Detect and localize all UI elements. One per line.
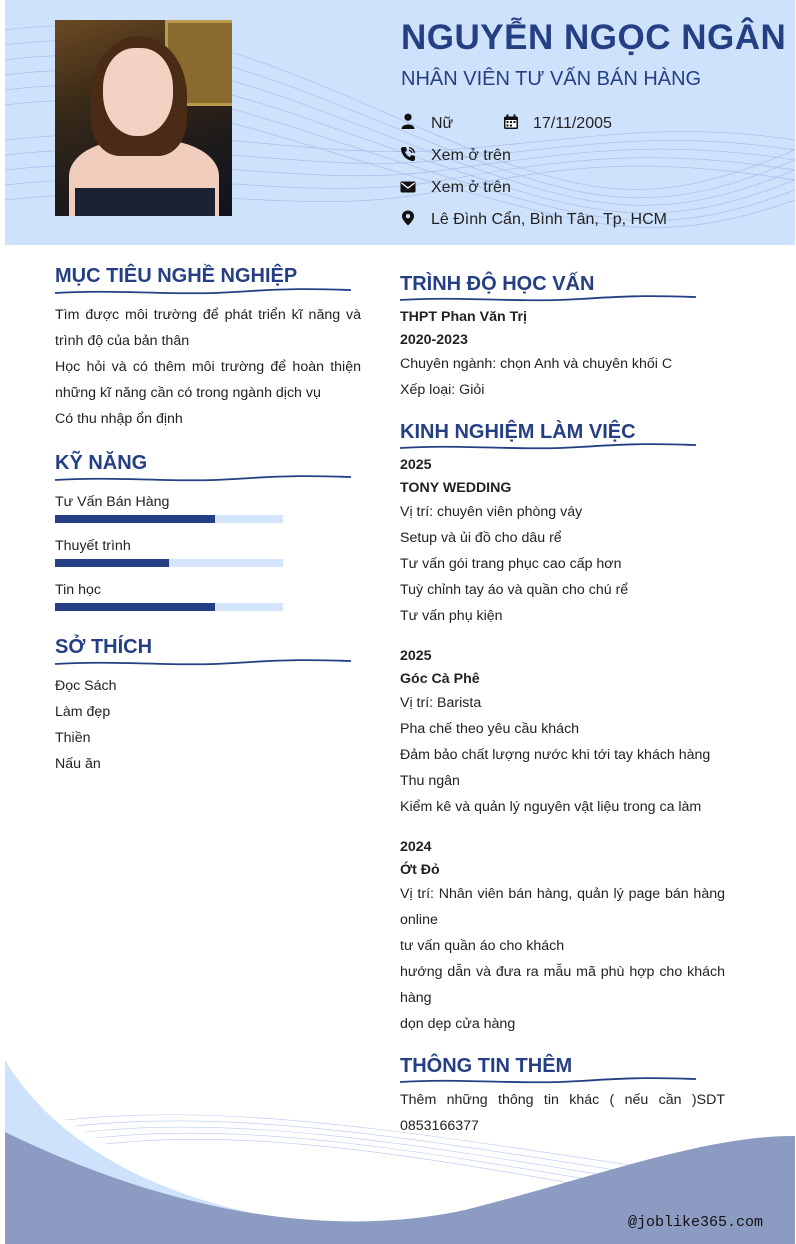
job-line: Đảm bảo chất lượng nước khi tới tay khách hàng [400, 747, 711, 763]
job-line: Vị trí: chuyên viên phòng váy [400, 504, 583, 520]
experience-underline [400, 442, 696, 452]
hobby-item: Thiền [55, 730, 91, 746]
job-line: Pha chế theo yêu cầu khách [400, 721, 580, 737]
skill-bar-2 [55, 559, 283, 567]
phone-icon [400, 146, 416, 162]
job-line: Kiểm kê và quản lý nguyên vật liệu trong ca làm [400, 799, 702, 815]
hobby-item: Đọc Sách [55, 678, 117, 694]
skill-bar-3 [55, 603, 283, 611]
skill-label-1: Tư Vấn Bán Hàng [55, 494, 170, 510]
education-underline [400, 294, 696, 304]
skill-bar-1 [55, 515, 283, 523]
job-line: Setup và ủi đồ cho dâu rể [400, 530, 562, 546]
extra-text: Thêm những thông tin khác ( nếu cần )SDT 0853166377 [400, 1092, 725, 1134]
objective-line-1: Tìm được môi trường để phát triển kĩ năng và trình độ của bản thân [55, 307, 361, 349]
phone-value: Xem ở trên [431, 147, 511, 164]
job-year: 2025 [400, 648, 432, 664]
objective-title: MỤC TIÊU NGHỀ NGHIỆP [55, 265, 298, 287]
skills-underline [55, 474, 351, 484]
hobbies-title: SỞ THÍCH [55, 636, 153, 658]
education-grade: Xếp loại: Giỏi [400, 382, 485, 398]
job-year: 2024 [400, 839, 432, 855]
gender-value: Nữ [431, 115, 454, 132]
job-line: tư vấn quần áo cho khách [400, 938, 565, 954]
candidate-title: NHÂN VIÊN TƯ VẤN BÁN HÀNG [401, 68, 702, 90]
job-company: Góc Cà Phê [400, 671, 480, 687]
education-school: THPT Phan Văn Trị [400, 309, 527, 325]
objective-underline [55, 287, 351, 297]
hobby-item: Nấu ăn [55, 756, 101, 772]
extra-title: THÔNG TIN THÊM [400, 1055, 573, 1077]
location-pin-icon [400, 210, 416, 226]
job-line: Tuỳ chỉnh tay áo và quần cho chú rể [400, 582, 629, 598]
skill-bar-fill-2 [55, 559, 169, 567]
watermark-text: @joblike365.com [628, 1214, 764, 1231]
envelope-icon [400, 179, 416, 195]
experience-title: KINH NGHIỆM LÀM VIỆC [400, 421, 636, 443]
birthdate-value: 17/11/2005 [533, 115, 612, 132]
skill-bar-fill-1 [55, 515, 215, 523]
job-company: TONY WEDDING [400, 480, 512, 496]
objective-line-2: Học hỏi và có thêm môi trường để hoàn thiện những kĩ năng cần có trong ngành dịch vụ [55, 359, 361, 401]
job-line: dọn dẹp cửa hàng [400, 1016, 516, 1032]
skills-title: KỸ NĂNG [55, 452, 148, 474]
candidate-name: NGUYỄN NGỌC NGÂN [401, 18, 787, 57]
address-value: Lê Đình Cẩn, Bình Tân, Tp, HCM [431, 211, 667, 228]
job-line: Tư vấn phụ kiện [400, 608, 503, 624]
job-line: Vị trí: Nhân viên bán hàng, quản lý page bán hàng online [400, 886, 725, 928]
education-title: TRÌNH ĐỘ HỌC VẤN [400, 273, 595, 295]
job-line: hướng dẫn và đưa ra mẫu mã phù hợp cho khách hàng [400, 964, 725, 1006]
header-banner [5, 0, 795, 245]
job-year: 2025 [400, 457, 432, 473]
job-company: Ớt Đỏ [400, 862, 440, 878]
hobbies-underline [55, 658, 351, 668]
cv-page [5, 0, 795, 1244]
person-icon [400, 113, 416, 129]
job-line: Thu ngân [400, 773, 460, 789]
skill-bar-fill-3 [55, 603, 215, 611]
skill-label-3: Tin học [55, 582, 101, 598]
profile-photo [55, 20, 232, 216]
email-value: Xem ở trên [431, 179, 511, 196]
job-line: Vị trí: Barista [400, 695, 482, 711]
job-line: Tư vấn gói trang phục cao cấp hơn [400, 556, 622, 572]
objective-line-3: Có thu nhập ổn định [55, 411, 183, 427]
education-years: 2020-2023 [400, 332, 468, 348]
education-major: Chuyên ngành: chọn Anh và chuyên khối C [400, 356, 673, 372]
calendar-icon [503, 114, 519, 130]
skill-label-2: Thuyết trình [55, 538, 131, 554]
hobby-item: Làm đẹp [55, 704, 111, 720]
